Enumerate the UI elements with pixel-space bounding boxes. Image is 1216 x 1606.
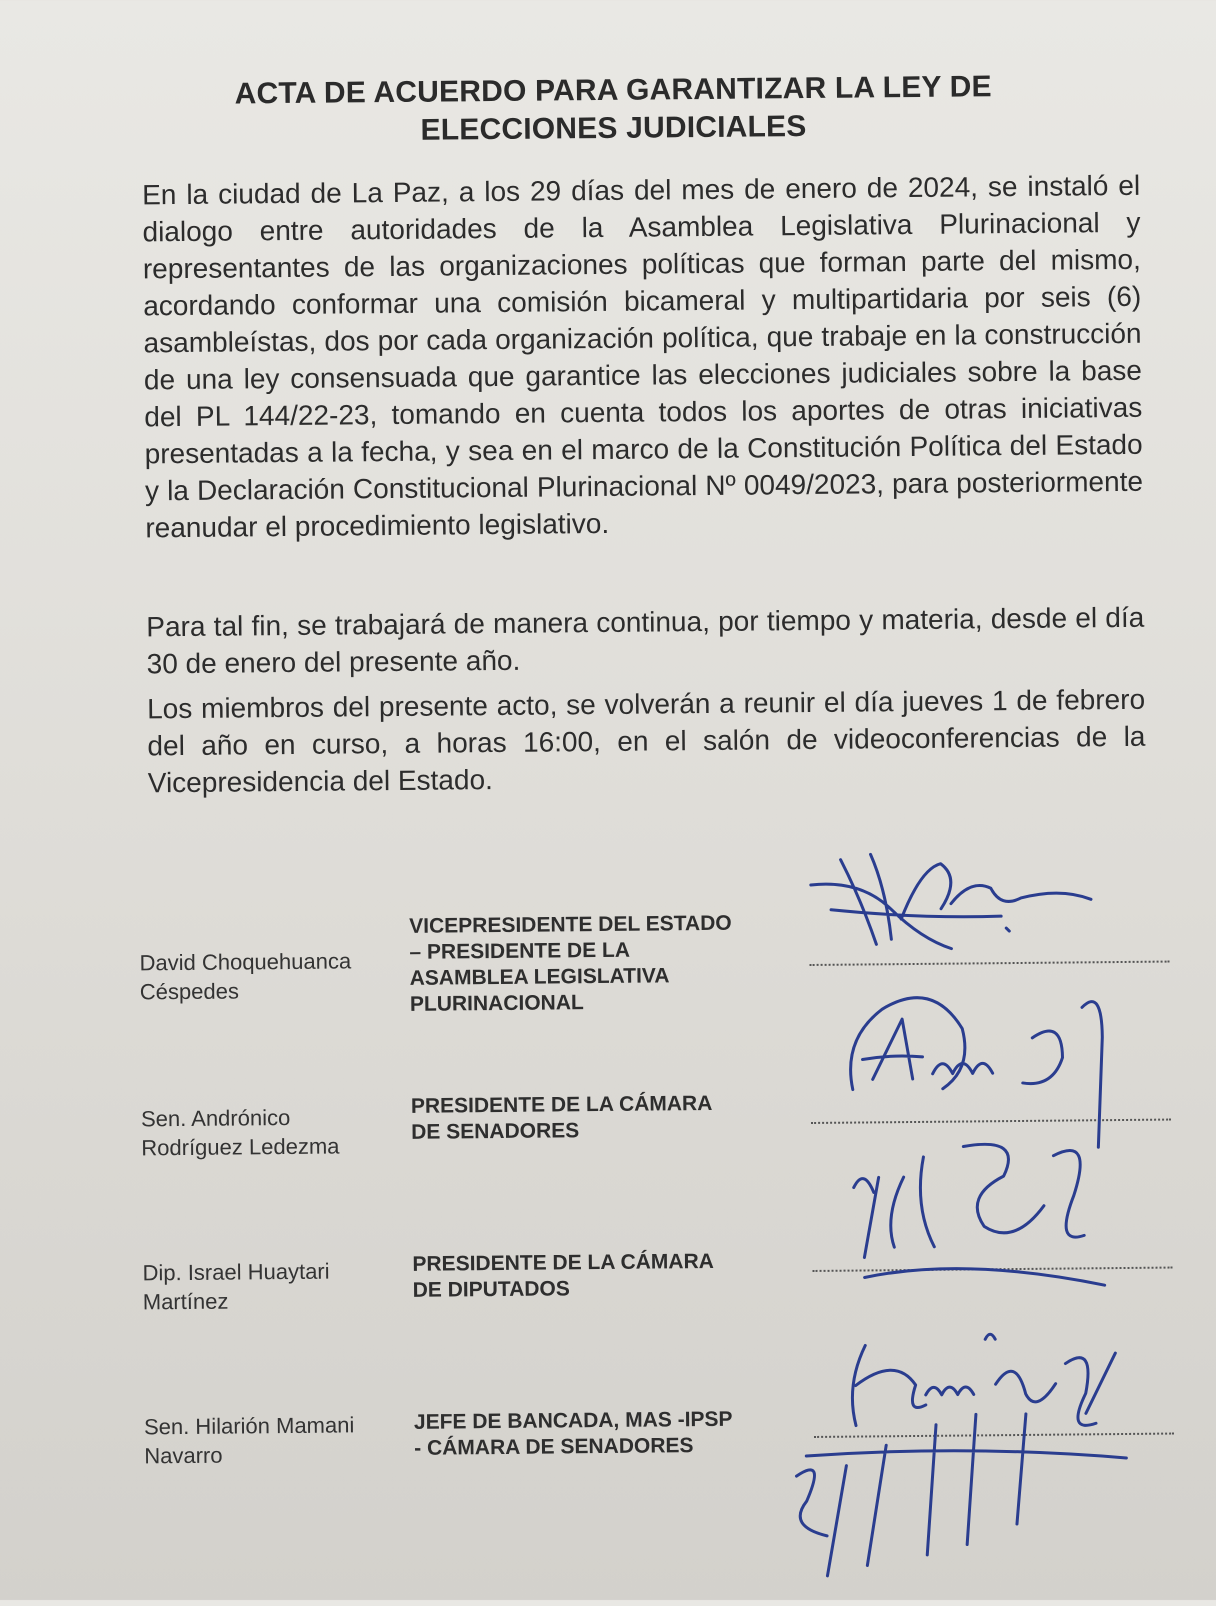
signatory-name: David Choquehuanca Céspedes [139,948,352,1005]
signature-image [800,847,1121,970]
paragraph-agreement: En la ciudad de La Paz, a los 29 días del mes de enero de 2024, se instaló el dialogo entre autoridades de la Asamblea Legislativa Plurinacional y representantes de las organizaciones políticas que forman parte del mismo, acordando conformar una comisión bicameral y multipartidaria por seis (6) asambleístas, dos por cada organización política, que trabaje en la construcción de una ley consensuada que garantice las elecciones judiciales sobre la base del PL 144/22-23, tomando en cuenta todos los aportes de otras iniciativas presentadas a la fecha, y sea en el marco de la Constitución Política del Estado y la Declaración Constitucional Plurinacional Nº 0049/2023, para posteriormente reanudar el procedimiento legislativo. [142,169,1144,544]
signatory-name: Dip. Israel Huaytari Martínez [142,1258,330,1315]
title-line-2: ELECCIONES JUDICIALES [420,109,807,147]
signatory-role: JEFE DE BANCADA, MAS -IPSP - CÁMARA DE SENADORES [413,1407,733,1460]
signatory-block [3,1086,1216,1161]
signature-image [843,1135,1145,1308]
signature-image [765,1323,1167,1587]
signature-image [832,977,1154,1160]
signatory-role: PRESIDENTE DE LA CÁMARA DE SENADORES [410,1091,713,1144]
paragraph-next-meeting: Los miembros del presente acto, se volverán a reunir el día jueves 1 de febrero del año en curso, a horas 16:00, en el salón de videoconferencias de la Vicepresidencia del Estado. [146,683,1146,799]
signatory-name: Sen. Andrónico Rodríguez Ledezma [140,1104,340,1161]
signatory-block [1,906,1216,1016]
paragraph-work-schedule: Para tal fin, se trabajará de manera continua, por tiempo y materia, desde el día 30 de enero del presente año. [146,601,1145,680]
signatory-block [4,1244,1216,1315]
signatory-role: VICEPRESIDENTE DEL ESTADO – PRESIDENTE DE LA ASAMBLEA LEGISLATIVA PLURINACIONAL [409,911,732,1016]
document-title [193,68,1034,152]
signatory-name: Sen. Hilarión Mamani Navarro [143,1412,355,1469]
signatory-block [6,1402,1216,1469]
signatory-role: PRESIDENTE DE LA CÁMARA DE DIPUTADOS [412,1249,714,1302]
title-line-1: ACTA DE ACUERDO PARA GARANTIZAR LA LEY DE [234,70,992,111]
